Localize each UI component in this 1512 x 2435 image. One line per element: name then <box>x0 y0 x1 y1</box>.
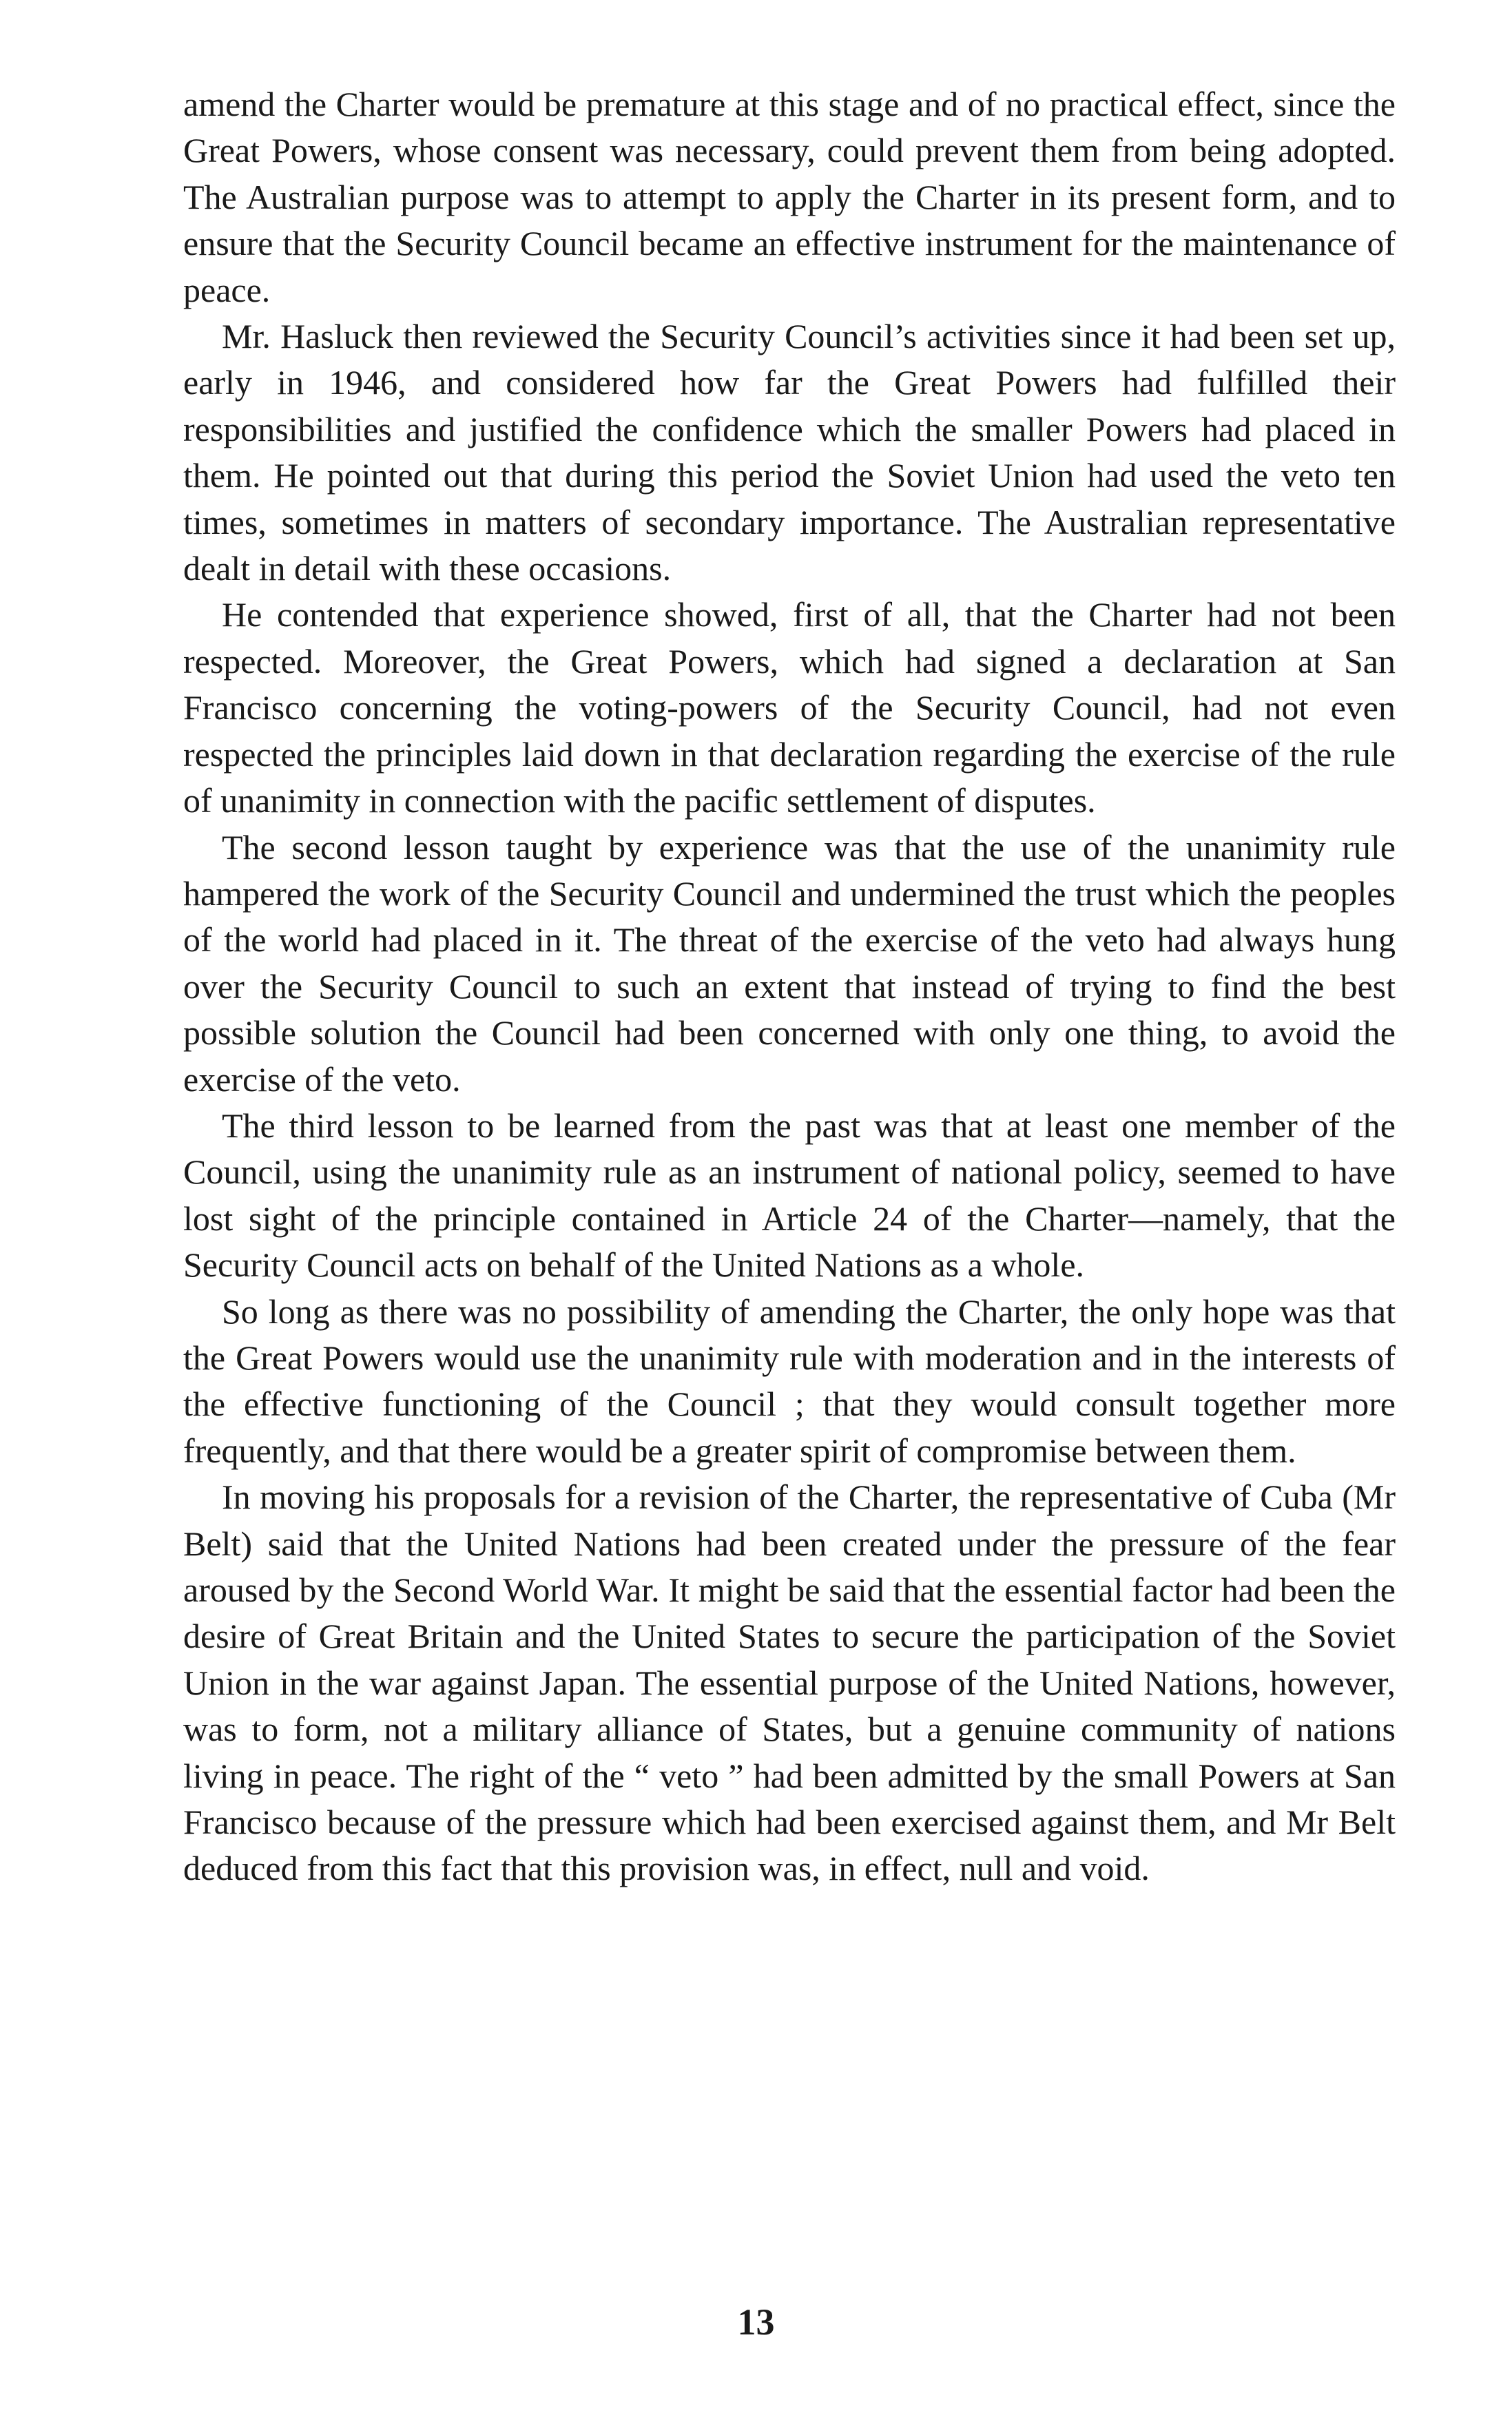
paragraph-3: He contended that experience showed, first of all, that the Charter had not been respected. Moreover, the Great Powers, which had signed a declaration at San Francisco concerning the voting-powers of the Security Council, had not even respected the principles laid down in that declaration regarding the exercise of the rule of unanimity in connection with the pacific settlement of disputes. <box>183 595 1396 820</box>
page-number: 13 <box>737 2301 775 2343</box>
paragraph-7: In moving his proposals for a revision of the Charter, the representative of Cuba (Mr Belt) said that the United Nations had been created under the pressure of the fear aroused by the Second World War. It might be said that the essential factor had been the desire of Great Britain and the United States to secure the participation of the Soviet Union in the war against Japan. The essential purpose of the United Nations, however, was to form, not a military alliance of States, but a genuine community of nations living in peace. The right of the “ veto ” had been admitted by the small Powers at San Francisco because of the pressure which had been exercised against them, and Mr Belt deduced from this fact that this provision was, in effect, null and void. <box>183 1478 1396 1888</box>
paragraph-2: Mr. Hasluck then reviewed the Security Council’s activities since it had been set up, early in 1946, and considered how far the Great Powers had fulfilled their responsibilities and justified the confidence which the smaller Powers had placed in them. He pointed out that during this period the Soviet Union had used the veto ten times, sometimes in matters of secondary importance. The Australian representative dealt in detail with these occasions. <box>183 317 1396 588</box>
paragraph-4: The second lesson taught by experience was that the use of the unanimity rule hampered the work of the Security Council and undermined the trust which the peoples of the world had placed in it. The threat of the exercise of the veto had always hung over the Security Council to such an extent that instead of trying to find the best possible solution the Council had been concerned with only one thing, to avoid the exercise of the veto. <box>183 827 1396 1099</box>
paragraph-6: So long as there was no possibility of amending the Charter, the only hope was that the Great Powers would use the unanimity rule with moderation and in the interests of the effective functioning of the Council ; that they would consult together more frequently, and that there would be a greater spirit of compromise between them. <box>183 1292 1396 1470</box>
paragraph-1: amend the Charter would be premature at this stage and of no practical effect, since the Great Powers, whose consent was necessary, could prevent them from being adopted. The Australian purpose was to attempt to apply the Charter in its present form, and to ensure that the Security Council became an effective instrument for the maintenance of peace. <box>183 85 1396 309</box>
paragraph-5: The third lesson to be learned from the past was that at least one member of the Council, using the unanimity rule as an instrument of national policy, seemed to have lost sight of the principle contained in Article 24 of the Charter—namely, that the Security Council acts on behalf of the United Nations as a whole. <box>183 1106 1396 1285</box>
page-body <box>183 81 1396 1892</box>
